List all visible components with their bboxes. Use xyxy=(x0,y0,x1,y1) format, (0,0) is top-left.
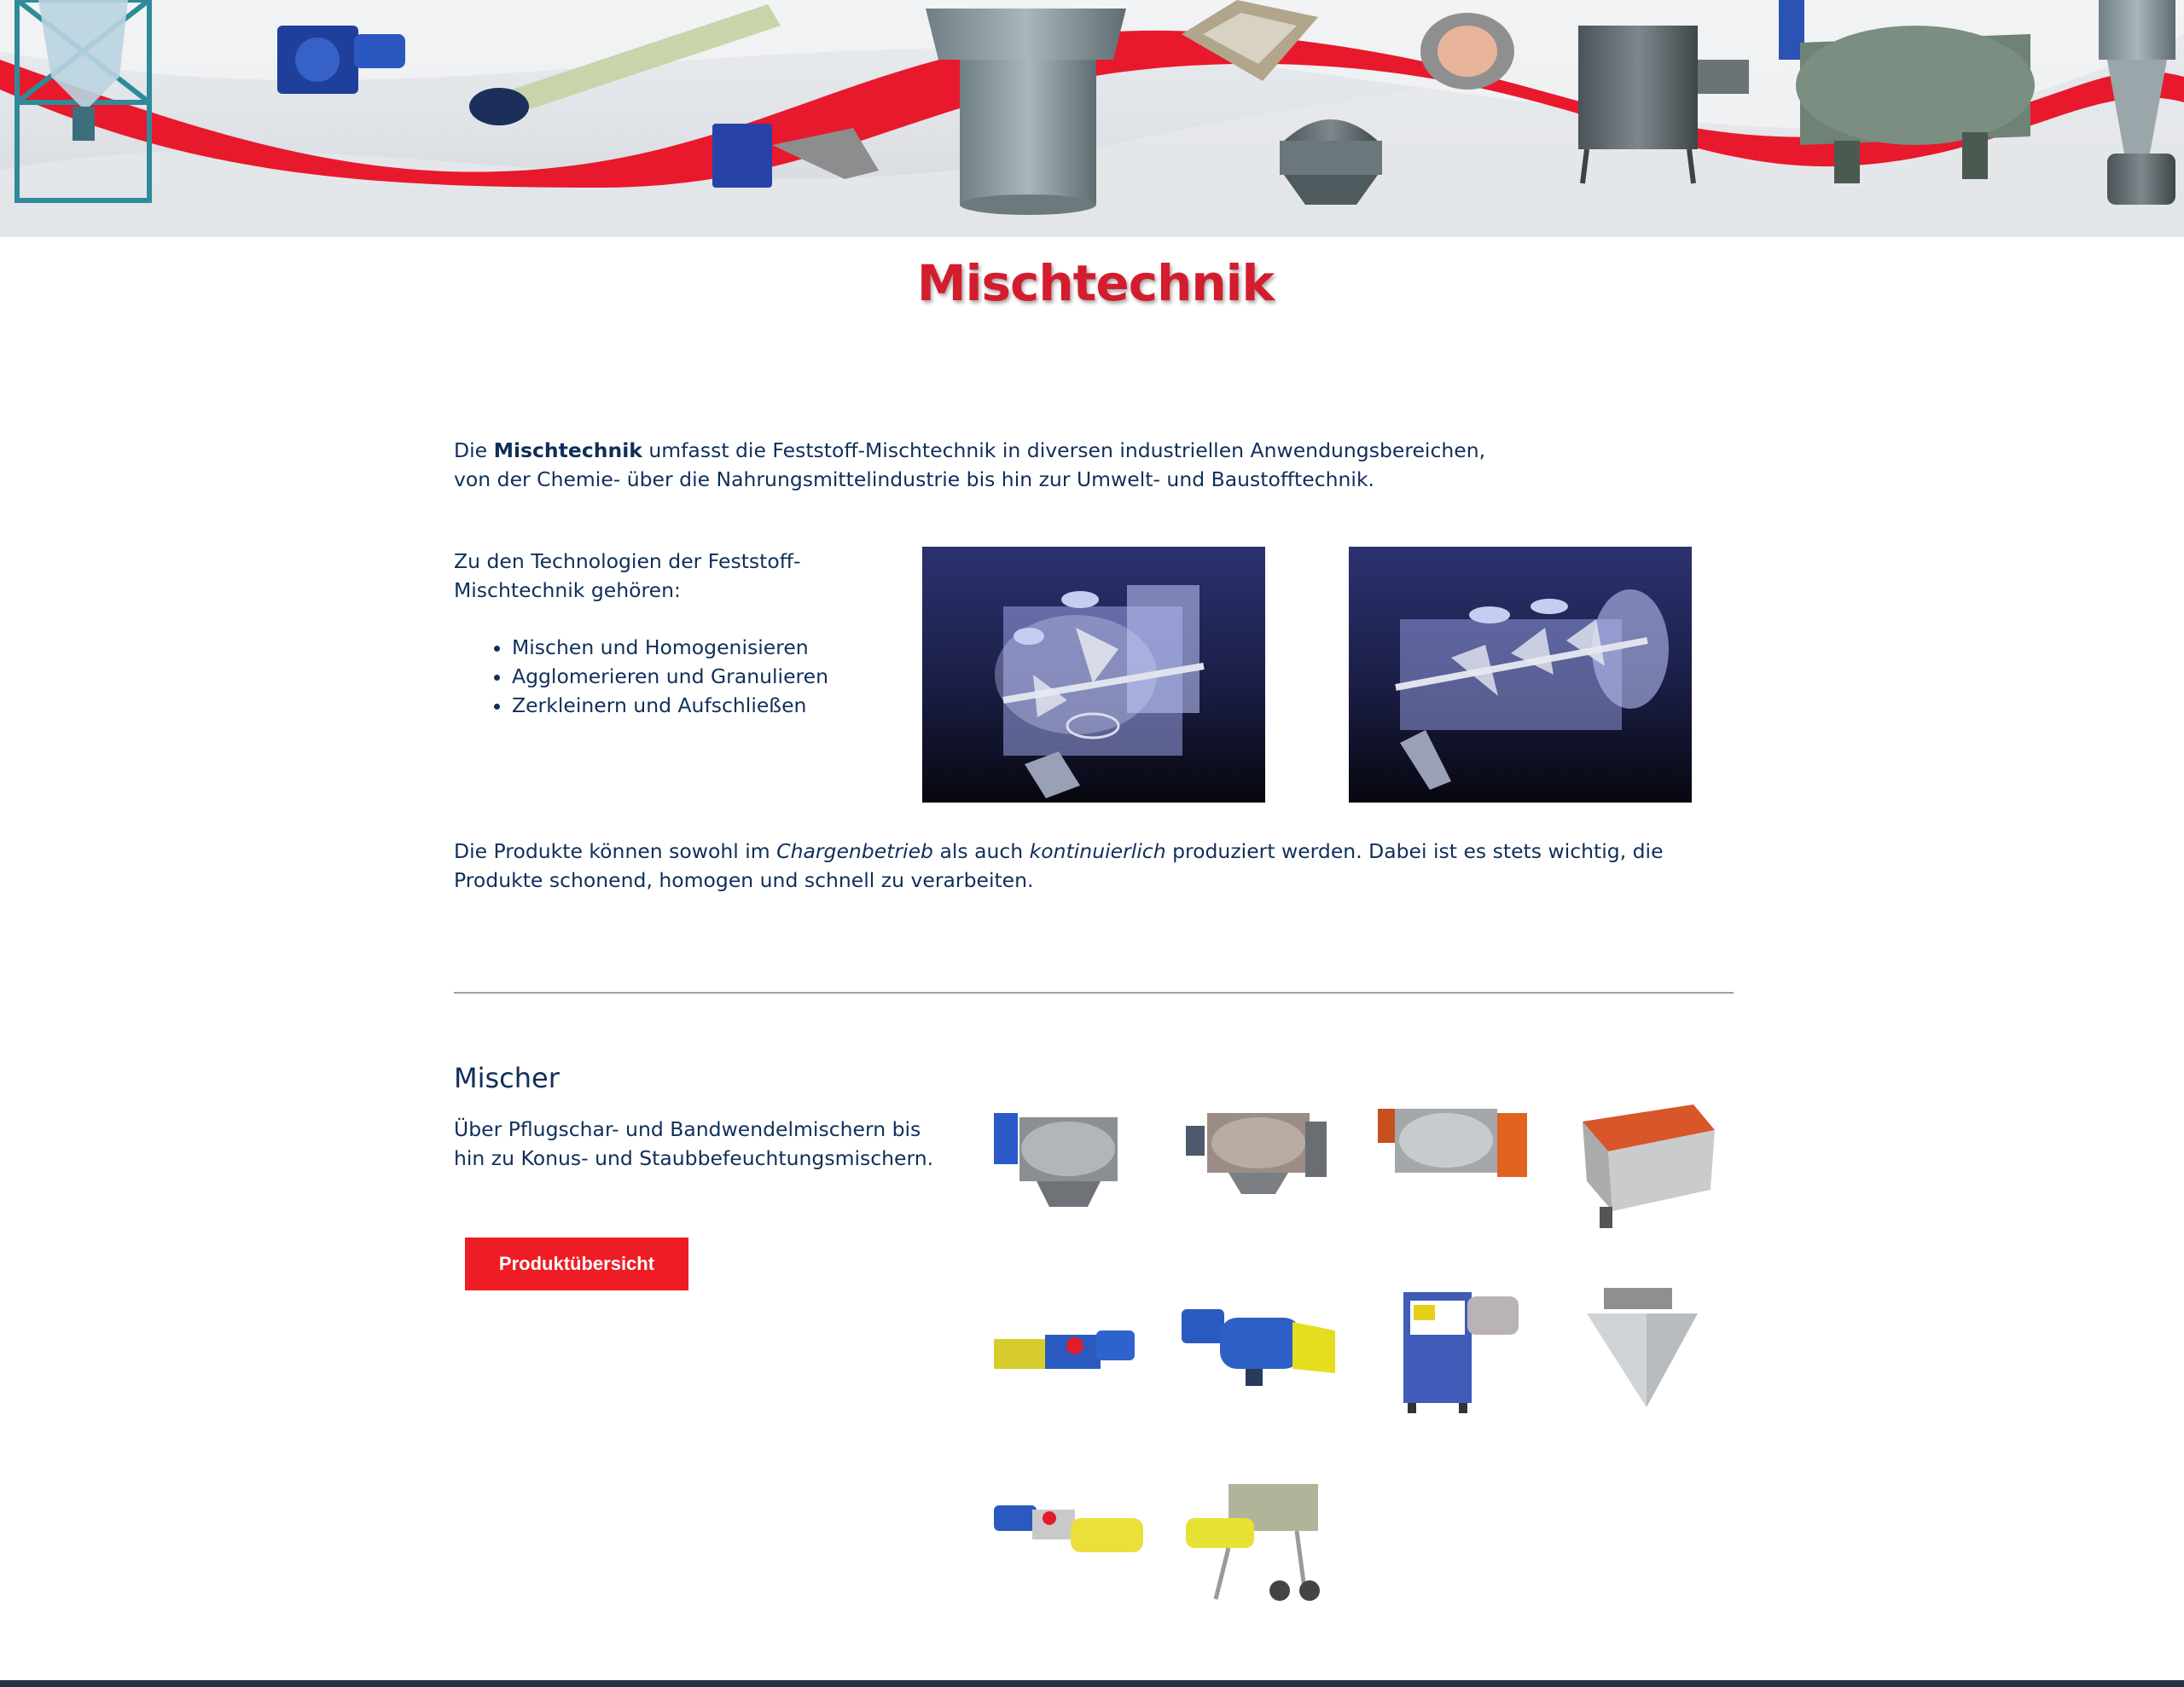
process-emphasis-continuous: kontinuierlich xyxy=(1029,839,1166,863)
technologies-intro: Zu den Technologien der Feststoff-Mischtechnik gehören: xyxy=(454,549,801,602)
list-item: • Zerkleinern und Aufschließen xyxy=(512,691,828,720)
process-text-2: als auch xyxy=(932,839,1030,863)
footer-bar xyxy=(0,1680,2184,1687)
technologies-list xyxy=(478,633,828,720)
product-thumbnail[interactable] xyxy=(1177,1279,1339,1424)
product-thumbnail[interactable] xyxy=(1177,1087,1339,1232)
list-item: • Agglomerieren und Granulieren xyxy=(512,662,828,691)
banner-illustration xyxy=(0,0,2184,237)
product-thumbnail[interactable] xyxy=(1565,1087,1728,1232)
intro-keyword: Mischtechnik xyxy=(493,438,642,462)
intro-text-post: umfasst die Feststoff-Mischtechnik in diversen industriellen Anwendungsbereichen, von der Chemie- über die Nahrungsmittelindustrie bis hin zur Umwelt- und Baustofftechnik. xyxy=(454,438,1486,491)
product-thumbnail[interactable] xyxy=(1177,1471,1339,1616)
product-thumbnail[interactable] xyxy=(985,1087,1147,1232)
list-item: • Mischen und Homogenisieren xyxy=(512,633,828,662)
mixer-description: Über Pflugschar- und Bandwendelmischern bis hin zu Konus- und Staubbefeuchtungsmischern. xyxy=(454,1117,934,1170)
product-thumbnail[interactable] xyxy=(985,1471,1147,1616)
process-text-1: Die Produkte können sowohl im xyxy=(454,839,777,863)
intro-paragraph xyxy=(454,436,1512,494)
process-emphasis-batch: Chargenbetrieb xyxy=(776,839,933,863)
product-thumbnail[interactable] xyxy=(1369,1087,1531,1232)
product-thumbnail[interactable] xyxy=(1565,1279,1728,1424)
product-thumbnail[interactable] xyxy=(985,1279,1147,1424)
mixer-render-image xyxy=(922,547,1265,803)
mixer-render-image xyxy=(1349,547,1692,803)
process-paragraph xyxy=(454,837,1742,895)
page-title: Mischtechnik xyxy=(916,254,1275,312)
process-text-3: produziert werden. Dabei ist es stets wichtig, die Produkte schonend, homogen und schnell zu verarbeiten. xyxy=(454,839,1664,892)
product-overview-button[interactable]: Produktübersicht xyxy=(465,1238,688,1290)
mixer-heading: Mischer xyxy=(454,1062,560,1094)
product-thumbnail[interactable] xyxy=(1369,1279,1531,1424)
intro-text-pre: Die xyxy=(454,438,494,462)
section-divider xyxy=(454,992,1734,994)
header-banner xyxy=(0,0,2184,237)
